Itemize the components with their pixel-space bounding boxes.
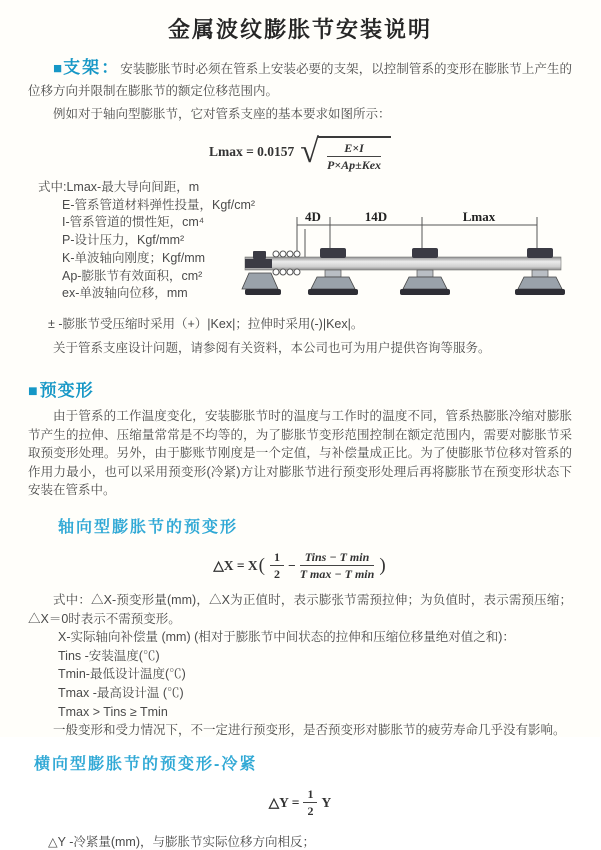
lmax-formula-lhs: Lmax = 0.0157 <box>208 144 295 159</box>
variable-line: E-管系管道材料弹性投量，Kgf/cm² <box>62 197 256 212</box>
blue-square-bullet: ■ <box>53 60 63 77</box>
support-example-line: 例如对于轴向型膨胀节，它对管系支座的基本要求如图所示： <box>53 107 391 121</box>
variable-line: ex-单波轴向位移，mm <box>62 286 188 301</box>
pipe-support <box>308 248 358 295</box>
sqrt-symbol: √ <box>300 133 319 170</box>
pipe-support <box>515 248 565 295</box>
fraction-numerator: Tins − T min <box>300 550 375 566</box>
one-half-fraction <box>270 550 284 581</box>
lateral-formula-rhs: Y <box>321 794 332 810</box>
predeform-body-paragraph: 由于管系的工作温度变化，安装膨胀节时的温度与工作时的温度不同，管系热膨胀冷缩对膨胀节产生的拉伸、压缩量常常是不均等的，为了膨胀节变形范围控制在额定范围内，需要对膨胀节采取预变形处理。另外，由于膨账节刚度是一个定值，与补偿量成正比。为了使膨胀节位移对管系的作用力最小，也可以采用预变形(冷紧)方让对膨胀节进行预变形处理后再将膨胀节在预变形状态下安装在管系中。 <box>28 409 572 498</box>
fraction-numerator: 1 <box>270 550 284 566</box>
axial-subheading: 轴向型膨胀节的预变形 <box>58 518 239 536</box>
blue-square-bullet: ■ <box>28 383 39 400</box>
axial-note-line: 一般变形和受力情况下，不一定进行预变形，是否预变形对膨胀节的疲劳寿命几乎没有影响。 <box>53 723 566 738</box>
pipe-support-diagram <box>245 209 601 309</box>
dimension-label-14d: 14D <box>364 209 388 224</box>
temperature-line: Tmin-最低设计温度(℃) <box>58 667 186 682</box>
fraction-denominator: 2 <box>307 804 314 819</box>
variable-line: Ap-膨胀节有效面积，cm² <box>62 268 203 283</box>
one-half-fraction <box>303 787 317 818</box>
variable-line: I-管系管道的惯性矩，cm⁴ <box>62 215 205 230</box>
dimension-label-4d: 4D <box>305 209 321 224</box>
lateral-predeform-formula <box>0 788 600 818</box>
fraction-denominator: 2 <box>274 567 280 582</box>
pipe <box>245 257 561 270</box>
support-section-header: 支架： <box>63 58 121 77</box>
lmax-fraction <box>327 141 381 172</box>
support-intro-text: 安装膨胀节时必须在管系上安装必要的支架，以控制管系的变形在膨胀节上产生的位移方向并限制在膨胀节的额定位移范围内。 <box>28 62 572 98</box>
temperature-fraction <box>300 550 375 581</box>
predeform-header-label: 预变形 <box>39 381 94 400</box>
lmax-fraction-numerator: E×I <box>327 141 381 157</box>
temperature-line: Tmax > Tins ≥ Tmin <box>58 704 168 719</box>
lmax-formula <box>0 134 600 170</box>
variable-line: 式中:Lmax-最大导向间距，m <box>38 180 200 194</box>
axial-predeform-formula <box>0 550 600 582</box>
right-paren: ) <box>379 554 386 576</box>
variable-line: P-设计压力，Kgf/mm² <box>62 233 185 248</box>
support-intro-paragraph <box>28 57 572 102</box>
fraction-numerator: 1 <box>303 787 317 803</box>
dimension-label-lmax: Lmax <box>462 209 496 224</box>
temperature-line: Tmax -最高设计温 (℃) <box>58 685 184 700</box>
pipe-support <box>400 248 450 295</box>
lmax-fraction-denominator: P×Ap±Kex <box>326 158 382 172</box>
left-paren: ( <box>258 554 265 576</box>
page-title: 金属波纹膨胀节安装说明 <box>167 17 432 42</box>
cold-tighten-note: △Y -冷紧量(mm)，与膨胀节实际位移方向相反； <box>48 834 316 849</box>
axial-formula-explanation: 式中：△X-预变形量(mm)，△X为正值时，表示膨张节需预拉伸；为负值时，表示需预压缩；△X＝0时表示不需预变形。 <box>28 592 572 626</box>
fraction-denominator: T max − T min <box>299 567 375 582</box>
predeform-section-header <box>28 376 600 401</box>
lateral-subheading: 横向型膨胀节的预变形-冷紧 <box>34 755 258 773</box>
variables-and-diagram <box>38 179 600 309</box>
x-definition-line: X-实际轴向补偿量 (mm) (相对于膨胀节中间状态的拉伸和压缩位移量绝对值之和)： <box>58 630 515 645</box>
minus-sign: − <box>288 557 296 573</box>
temperature-line: Tins -安装温度(℃) <box>58 648 160 663</box>
sqrt-body <box>317 136 391 172</box>
consult-line: 关于管系支座设计问题，请参阅有关资料，本公司也可为用户提供咨询等服务。 <box>53 341 491 355</box>
variable-line: K-单波轴向刚度；Kgf/mm <box>62 250 206 265</box>
plus-minus-note: ± -膨胀节受压缩时采用（+）|Kex|；拉伸时采用(-)|Kex|。 <box>48 317 364 331</box>
axial-formula-lhs: △X = X <box>213 557 258 573</box>
lateral-formula-lhs: △Y = <box>268 794 300 810</box>
